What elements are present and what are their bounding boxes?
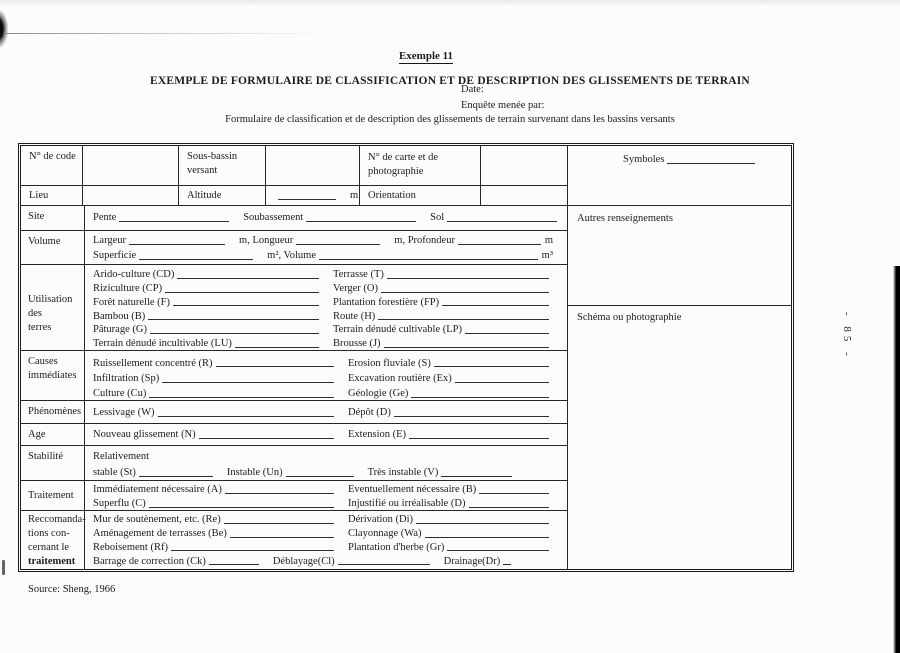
unit-label: m: [544, 234, 553, 246]
fill-line: [503, 563, 511, 565]
fill-line: [411, 396, 549, 398]
page-number: - 85 -: [841, 312, 853, 360]
volume-label: Volume: [21, 231, 85, 264]
code-number-label: N° de code: [21, 146, 83, 185]
fill-line: [306, 220, 416, 222]
field-label: Terrasse (T): [333, 269, 384, 281]
sketch-photo-section: [568, 306, 791, 569]
page-title: EXEMPLE DE FORMULAIRE DE CLASSIFICATION ET DE DESCRIPTION DES GLISSEMENTS DE TERRAIN: [150, 75, 750, 87]
field-label: Ruissellement concentré (R): [93, 357, 213, 369]
unit-label: m³: [541, 250, 553, 262]
orientation-field: [481, 186, 567, 205]
form-main-panel: [21, 146, 568, 569]
row-stability: [21, 446, 567, 481]
fill-line: [465, 332, 549, 334]
map-photo-label: N° de carte et de photographie: [360, 146, 481, 185]
field-label: Barrage de correction (Ck): [93, 555, 206, 567]
fill-line: [278, 198, 336, 200]
field-label: Arido-culture (CD): [93, 269, 175, 281]
fill-line: [139, 258, 253, 260]
fill-line: [235, 346, 319, 348]
field-label: Immédiatement nécessaire (A): [93, 484, 222, 496]
fill-line: [425, 536, 550, 538]
other-info-label: Autres renseignements: [577, 213, 673, 224]
field-label: Bambou (B): [93, 310, 146, 322]
fill-line: [394, 415, 549, 417]
sketch-photo-label: Schéma ou photographie: [577, 312, 682, 323]
fill-line: [384, 346, 549, 348]
header-row-2: [21, 186, 567, 206]
fill-line: [479, 492, 549, 494]
site-label: Site: [21, 206, 85, 230]
symbols-label: Symboles: [623, 154, 665, 166]
sub-basin-label: Sous-bassin versant: [179, 146, 266, 185]
header-row-1: [21, 146, 567, 186]
field-label: Terrain dénudé cultivable (LP): [333, 324, 463, 336]
field-label: Mur de soutènement, etc. (Re): [93, 514, 221, 526]
field-label: Superflu (C): [93, 498, 146, 510]
fill-line: [224, 522, 334, 524]
row-volume: [21, 231, 567, 265]
field-label: Instable (Un): [226, 467, 283, 479]
fill-line: [171, 549, 334, 551]
source-citation: Source: Sheng, 1966: [28, 584, 116, 595]
field-label: Terrain dénudé incultivable (LU): [93, 338, 232, 350]
row-phenomena: [21, 401, 567, 424]
fill-line: [173, 304, 319, 306]
location-field: [83, 186, 179, 205]
field-label: Plantation d'herbe (Gr): [348, 541, 445, 553]
treatment-label: Traitement: [21, 481, 85, 510]
fill-line: [209, 563, 259, 565]
field-label: Nouveau glissement (N): [93, 429, 196, 441]
row-land-use: [21, 265, 567, 351]
field-label: Injustifié ou irréalisable (D): [348, 498, 466, 510]
field-label: Largeur: [93, 234, 127, 246]
fill-line: [378, 318, 549, 320]
location-label: Lieu: [21, 186, 83, 205]
stability-label: Stabilité: [21, 446, 85, 480]
field-label: Lessivage (W): [93, 407, 155, 419]
field-label: m, Profondeur: [394, 234, 455, 246]
immediate-causes-label: Causes immédiates: [21, 351, 85, 400]
field-label: Relativement: [93, 451, 149, 463]
fill-line: [162, 381, 334, 383]
field-label: Eventuellement nécessaire (B): [348, 484, 477, 496]
field-label: Excavation routière (Ex): [348, 372, 452, 384]
map-photo-field: [481, 146, 567, 185]
fill-line: [469, 506, 550, 508]
other-info-section: [568, 206, 791, 306]
fill-line: [455, 381, 549, 383]
scan-binding-artifact: [0, 10, 8, 48]
fill-line: [177, 277, 319, 279]
fill-line: [165, 291, 319, 293]
field-label: Soubassement: [243, 212, 304, 224]
fill-line: [158, 415, 334, 417]
field-label: Sol: [430, 212, 445, 224]
symbols-section: [568, 146, 791, 206]
form-subtitle: Formulaire de classification et de description des glissements de terrain survenant dans les bassins versants: [225, 114, 675, 125]
altitude-label: Altitude: [179, 186, 266, 205]
row-treatment: [21, 481, 567, 511]
fill-line: [458, 243, 541, 245]
fill-line: [148, 318, 319, 320]
field-label: m, Longueur: [239, 234, 294, 246]
field-label: Erosion fluviale (S): [348, 357, 431, 369]
age-label: Age: [21, 424, 85, 445]
field-label: stable (St): [93, 467, 136, 479]
field-label: Riziculture (CP): [93, 282, 163, 294]
field-label: Verger (O): [333, 282, 378, 294]
fill-line: [319, 258, 538, 260]
fill-line: [338, 563, 430, 565]
fill-line: [381, 291, 549, 293]
scan-line-artifact: [4, 33, 334, 34]
orientation-label: Orientation: [360, 186, 481, 205]
fill-line: [225, 492, 334, 494]
row-recommendations: [21, 511, 567, 569]
field-label: Infiltration (Sp): [93, 372, 160, 384]
field-label: Drainage(Dr): [443, 555, 501, 567]
fill-line: [149, 396, 334, 398]
fill-line: [441, 475, 512, 477]
fill-line: [286, 475, 354, 477]
fill-line: [442, 304, 549, 306]
scan-edge-artifact: [893, 266, 900, 653]
fill-line: [119, 220, 229, 222]
field-label: Très instable (V): [367, 467, 439, 479]
fill-line: [139, 475, 213, 477]
field-label: Culture (Cu): [93, 388, 147, 400]
fill-line: [129, 243, 225, 245]
exemple-heading: Exemple 11: [398, 50, 454, 62]
fill-line: [387, 277, 549, 279]
fill-line: [199, 437, 334, 439]
surveyor-label: Enquête menée par:: [461, 100, 545, 111]
field-label: Plantation forestière (FP): [333, 296, 440, 308]
sub-basin-field: [266, 146, 360, 185]
field-label: Forêt naturelle (F): [93, 296, 170, 308]
field-label: Dépôt (D): [348, 407, 391, 419]
field-label: Aménagement de terrasses (Be): [93, 527, 227, 539]
land-use-label: Utilisation des terres: [21, 265, 85, 350]
fill-line: [434, 365, 549, 367]
altitude-field: [266, 186, 360, 205]
row-age: [21, 424, 567, 446]
field-label: Pente: [93, 212, 117, 224]
field-label: m², Volume: [267, 250, 317, 262]
fill-line: [409, 437, 549, 439]
field-label: Pâturage (G): [93, 324, 147, 336]
field-label: Brousse (J): [333, 338, 381, 350]
fill-line: [150, 332, 319, 334]
field-label: Clayonnage (Wa): [348, 527, 422, 539]
form-side-panel: [568, 146, 791, 569]
field-label: Route (H): [333, 310, 376, 322]
field-label: Dérivation (Di): [348, 514, 414, 526]
field-label: Superficie: [93, 250, 137, 262]
altitude-unit: m: [350, 190, 359, 202]
phenomena-label: Phénomènes: [21, 401, 85, 423]
fill-line: [296, 243, 380, 245]
row-site: [21, 206, 567, 231]
row-immediate-causes: [21, 351, 567, 401]
fill-line: [216, 365, 334, 367]
field-label: Géologie (Ge): [348, 388, 409, 400]
recommendations-label: Reccomanda- tions con- cernant le traitement: [21, 511, 85, 569]
fill-line: [149, 506, 334, 508]
date-label: Date:: [461, 84, 484, 95]
field-label: Extension (E): [348, 429, 407, 441]
field-label: Reboisement (Rf): [93, 541, 168, 553]
fill-line: [447, 220, 557, 222]
scan-tick-artifact: [2, 560, 5, 575]
fill-line: [416, 522, 549, 524]
form-table: [18, 143, 794, 572]
fill-line: [447, 549, 549, 551]
field-label: Déblayage(Cl): [272, 555, 335, 567]
fill-line: [230, 536, 334, 538]
code-number-field: [83, 146, 179, 185]
fill-line: [667, 162, 755, 164]
